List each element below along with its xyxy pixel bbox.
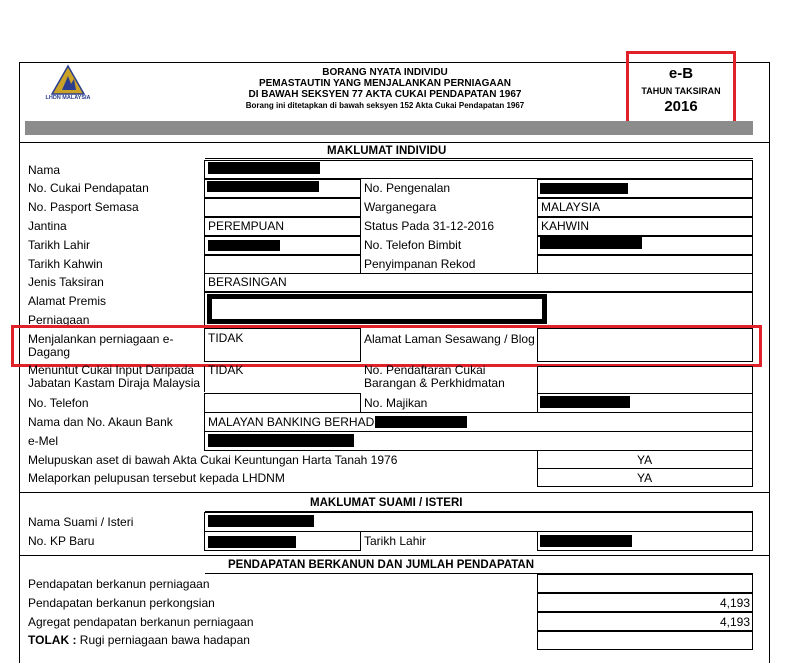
divider [20, 492, 769, 493]
emel-label: e-Mel [28, 434, 59, 448]
section-suami-title: MAKLUMAT SUAMI / ISTERI [310, 497, 463, 509]
divider [20, 142, 769, 143]
tolak-label [28, 633, 250, 647]
menjalankan-value: TIDAK [208, 331, 244, 345]
pendapatan-row-field[interactable] [537, 574, 753, 593]
tolak-field[interactable] [537, 631, 753, 650]
status-value: KAHWIN [541, 219, 589, 233]
lhdn-emblem-icon [40, 64, 96, 110]
menjalankan-label-2: Dagang [28, 345, 71, 359]
perniagaan-label: Perniagaan [28, 313, 90, 327]
pendapatan-row-value: 4,193 [719, 596, 750, 610]
tarikh-lahir-label: Tarikh Lahir [28, 238, 91, 252]
redacted [540, 535, 632, 547]
section-individu-title: MAKLUMAT INDIVIDU [327, 145, 447, 157]
redacted [207, 181, 319, 192]
alamat-laman-label: Alamat Laman Sesawang / Blog [364, 332, 535, 346]
melaporkan-value: YA [637, 471, 653, 485]
menuntut-label-1: Menuntut Cukai Input Daripada [28, 363, 195, 377]
redacted [208, 434, 354, 447]
pendapatan-row-value: 4,193 [719, 615, 750, 629]
nama-suami-label: Nama Suami / Isteri [28, 515, 134, 529]
tolak-text: Rugi perniagaan bawa hadapan [76, 633, 250, 647]
status-label: Status Pada 31-12-2016 [364, 219, 495, 233]
form-code: e-B [668, 65, 694, 82]
no-pendaftaran-label-1: No. Pendaftaran Cukai [364, 363, 486, 377]
menjalankan-label-1: Menjalankan perniagaan e- [28, 332, 174, 346]
penyimpanan-field[interactable] [537, 255, 753, 274]
redacted [540, 237, 642, 249]
tarikh-kahwin-label: Tarikh Kahwin [28, 257, 103, 271]
bank-value: MALAYAN BANKING BERHAD [208, 415, 375, 429]
telefon-bimbit-label: No. Telefon Bimbit [364, 238, 462, 252]
nama-label: Nama [28, 163, 61, 177]
redacted [208, 515, 314, 527]
warganegara-value: MALAYSIA [541, 200, 601, 214]
lhdn-logo [40, 64, 96, 110]
pendapatan-row-label: Agregat pendapatan berkanun perniagaan [28, 615, 254, 629]
redacted [540, 183, 628, 194]
section-pendapatan-title: PENDAPATAN BERKANUN DAN JUMLAH PENDAPATAN [228, 559, 535, 571]
penyimpanan-label: Penyimpanan Rekod [364, 257, 476, 271]
divider [204, 366, 205, 392]
tahun-taksiran-value: 2016 [664, 98, 698, 115]
bank-label: Nama dan No. Akaun Bank [28, 415, 173, 429]
redacted [208, 240, 280, 251]
redacted [375, 416, 467, 428]
melupuskan-value: YA [637, 453, 653, 467]
jenis-taksiran-value: BERASINGAN [208, 275, 287, 289]
no-pengenalan-label: No. Pengenalan [364, 181, 451, 195]
no-pendaftaran-field[interactable] [537, 366, 753, 394]
no-telefon-label: No. Telefon [28, 396, 89, 410]
redacted [208, 162, 320, 174]
pendapatan-row-label: Pendapatan berkanun perniagaan [28, 577, 210, 591]
no-cukai-label: No. Cukai Pendapatan [28, 181, 149, 195]
menuntut-label-2: Jabatan Kastam Diraja Malaysia [28, 376, 201, 390]
tarikh-kahwin-field[interactable] [204, 255, 361, 274]
melupuskan-label: Melupuskan aset di bawah Akta Cukai Keuntungan Harta Tanah 1976 [28, 453, 398, 467]
pendapatan-row-label: Pendapatan berkanun perkongsian [28, 596, 215, 610]
melaporkan-label: Melaporkan pelupusan tersebut kepada LHDNM [28, 471, 285, 485]
divider [20, 555, 769, 556]
jantina-value: PEREMPUAN [208, 219, 285, 233]
form-title-2: PEMASTAUTIN YANG MENJALANKAN PERNIAGAAN [258, 78, 512, 89]
form-title-1: BORANG NYATA INDIVIDU [322, 67, 448, 78]
no-pendaftaran-label-2: Barangan & Perkhidmatan [364, 376, 505, 390]
form-title-4: Borang ini ditetapkan di bawah seksyen 152 Akta Cukai Pendapatan 1967 [245, 101, 525, 110]
no-telefon-field[interactable] [204, 393, 361, 413]
pasport-label: No. Pasport Semasa [28, 200, 139, 214]
redacted [212, 299, 542, 319]
divider [205, 158, 753, 159]
menuntut-value: TIDAK [208, 363, 244, 377]
no-kp-baru-label: No. KP Baru [28, 534, 95, 548]
suami-tarikh-lahir-label: Tarikh Lahir [364, 534, 427, 548]
redacted [540, 396, 630, 408]
redacted [208, 536, 296, 548]
tahun-taksiran-label: TAHUN TAKSIRAN [641, 86, 721, 96]
jenis-taksiran-label: Jenis Taksiran [28, 275, 104, 289]
jantina-label: Jantina [28, 219, 67, 233]
form-title-3: DI BAWAH SEKSYEN 77 AKTA CUKAI PENDAPATAN 1967 [248, 89, 522, 100]
logo-text: LHDN MALAYSIA [45, 95, 91, 101]
alamat-premis-label: Alamat Premis [28, 294, 107, 308]
no-majikan-label: No. Majikan [364, 396, 428, 410]
e-dagang-highlight [11, 325, 762, 367]
warganegara-label: Warganegara [364, 200, 437, 214]
header-band [25, 121, 753, 135]
tolak-bold: TOLAK : [28, 633, 77, 647]
pasport-field[interactable] [204, 198, 361, 217]
